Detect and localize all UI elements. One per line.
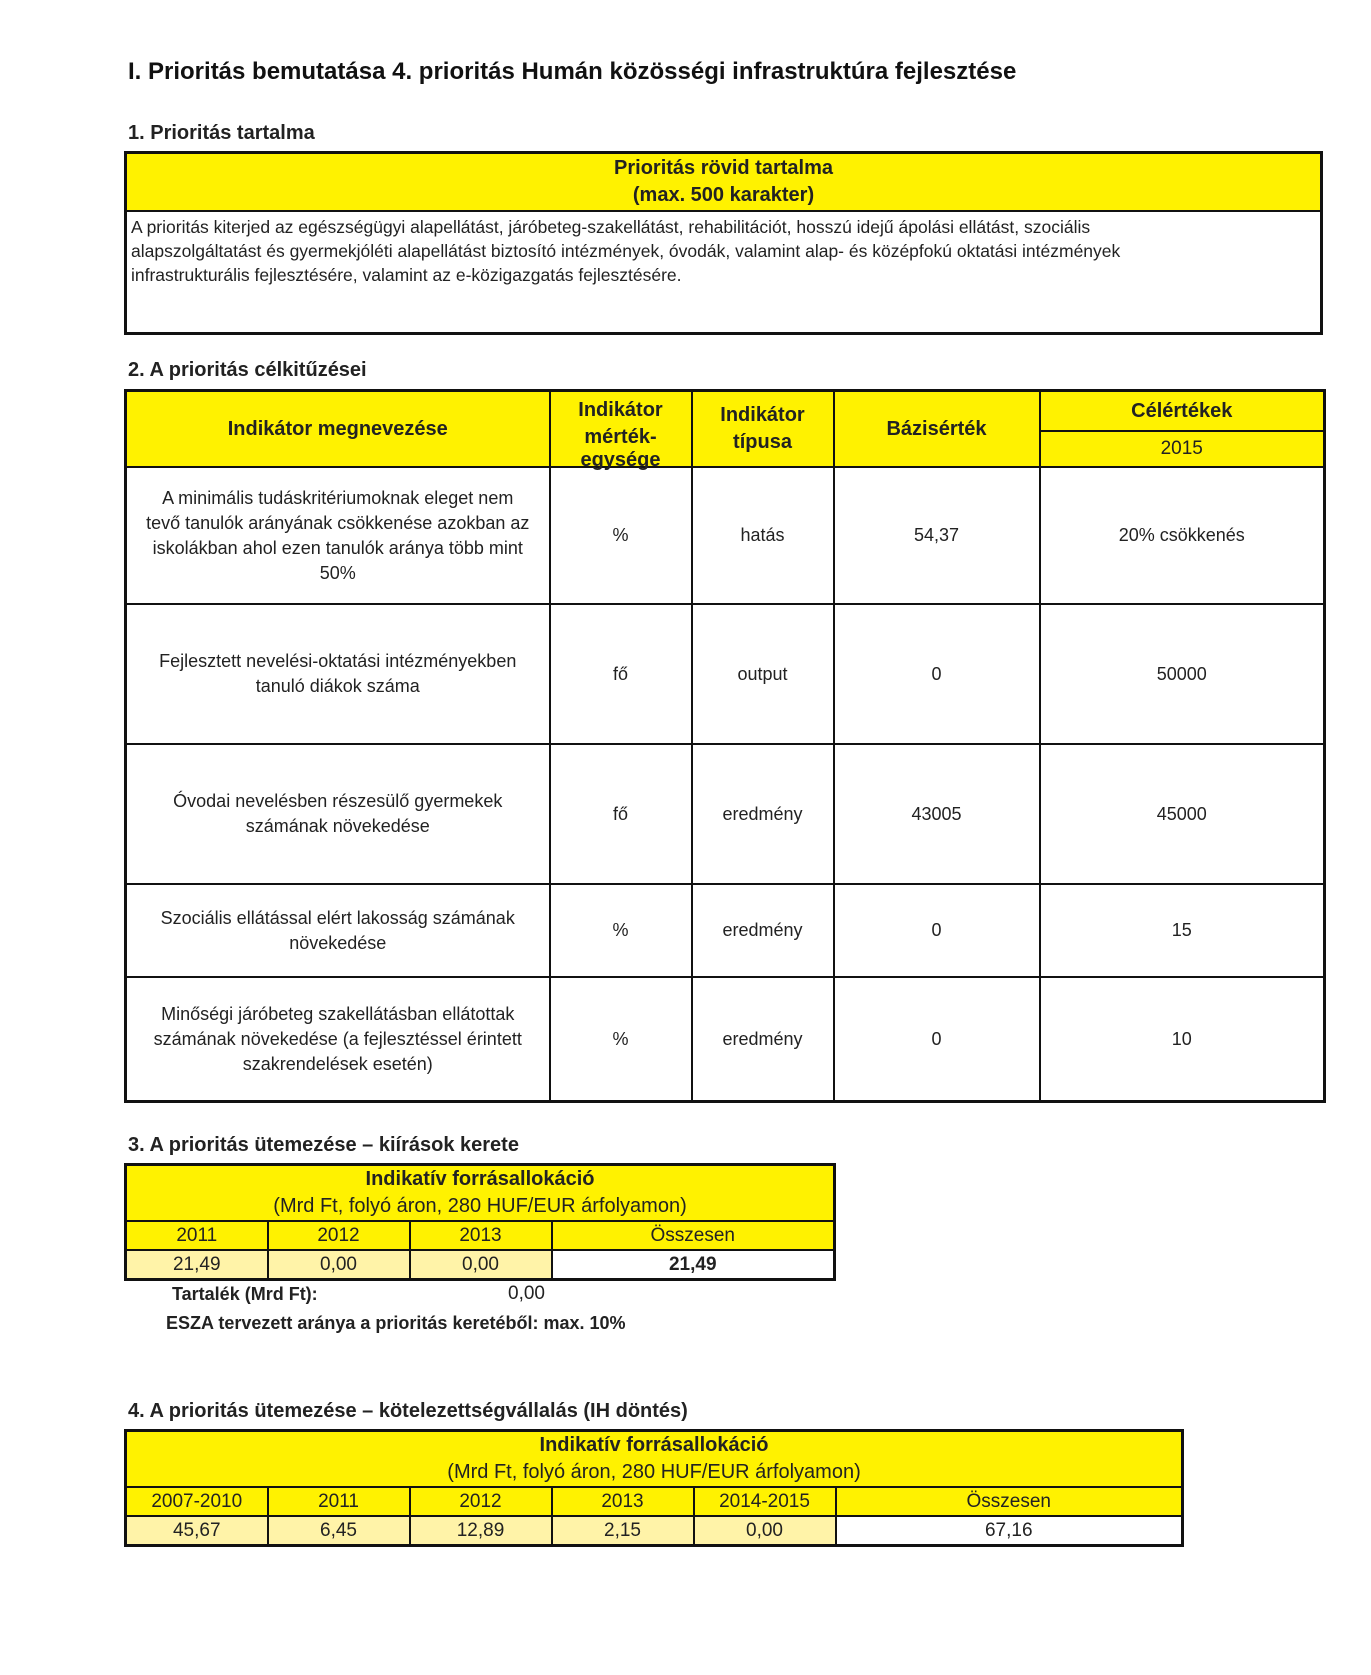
- indicator-unit: fő: [550, 744, 692, 884]
- year-header: 2012: [410, 1487, 552, 1516]
- year-header: 2007-2010: [126, 1487, 268, 1516]
- table-row: [126, 467, 1325, 604]
- table-row: [126, 884, 1325, 977]
- total-header: Összesen: [552, 1221, 835, 1250]
- year-value: 0,00: [694, 1516, 836, 1546]
- indicator-name-line: szakrendelések esetén): [242, 1053, 433, 1074]
- priority-content-subtitle: (max. 500 karakter): [632, 184, 815, 206]
- reserve-value: 0,00: [508, 1283, 545, 1304]
- total-header: Összesen: [836, 1487, 1183, 1516]
- indicator-table: [124, 389, 1326, 1103]
- indicator-base: 0: [834, 604, 1040, 744]
- year-value: 6,45: [268, 1516, 410, 1546]
- year-header: 2012: [268, 1221, 410, 1250]
- col-unit-line: Indikátor: [578, 399, 663, 421]
- col-indicator-type: [692, 391, 834, 468]
- indicator-unit: %: [550, 467, 692, 604]
- call-allocation-header: [126, 1165, 835, 1222]
- col-type-line: típusa: [733, 431, 792, 453]
- year-value: 45,67: [126, 1516, 268, 1546]
- indicator-base: 0: [834, 977, 1040, 1102]
- indicator-name-line: számának növekedése (a fejlesztéssel érintett: [153, 1028, 522, 1049]
- table-row: [126, 977, 1325, 1102]
- section4-heading: 4. A prioritás ütemezése – kötelezettségvállalás (IH döntés): [128, 1400, 688, 1422]
- priority-content-table: [124, 151, 1323, 335]
- indicator-name-line: Fejlesztett nevelési-oktatási intézményekben: [159, 651, 517, 671]
- indicator-name-line: A minimális tudáskritériumoknak eleget nem: [162, 487, 514, 508]
- indicator-name: [126, 467, 550, 604]
- indicator-type: eredmény: [692, 977, 834, 1102]
- indicator-name-line: Óvodai nevelésben részesülő gyermekek: [173, 791, 503, 811]
- indicator-target: 45000: [1040, 744, 1325, 884]
- indicator-name: [126, 604, 550, 744]
- year-header: 2011: [268, 1487, 410, 1516]
- commitment-allocation-title: Indikatív forrásallokáció: [539, 1434, 769, 1456]
- year-header: 2011: [126, 1221, 268, 1250]
- indicator-name-line: iskolákban ahol ezen tanulók aránya több mint: [152, 537, 523, 558]
- indicator-target: 15: [1040, 884, 1325, 977]
- col-base-value: Bázisérték: [834, 391, 1040, 468]
- indicator-unit: %: [550, 884, 692, 977]
- priority-content-text: [126, 211, 1322, 334]
- indicator-type: eredmény: [692, 884, 834, 977]
- indicator-type: output: [692, 604, 834, 744]
- commitment-allocation-subtitle: (Mrd Ft, folyó áron, 280 HUF/EUR árfolyamon): [447, 1461, 861, 1483]
- indicator-target: 20% csökkenés: [1040, 467, 1325, 604]
- col-indicator-unit: [550, 391, 692, 471]
- col-type-line: Indikátor: [720, 404, 805, 426]
- indicator-type: hatás: [692, 467, 834, 604]
- indicator-type: eredmény: [692, 744, 834, 884]
- indicator-name-line: 50%: [319, 562, 356, 583]
- year-value: 12,89: [410, 1516, 552, 1546]
- year-header: 2013: [552, 1487, 694, 1516]
- indicator-name: [126, 884, 550, 977]
- indicator-name-line: számának növekedése: [245, 816, 430, 836]
- year-value: 0,00: [268, 1250, 410, 1280]
- total-value: 67,16: [836, 1516, 1183, 1546]
- reserve-label: Tartalék (Mrd Ft):: [172, 1284, 318, 1304]
- page-title: I. Prioritás bemutatása 4. prioritás Humán közösségi infrastruktúra fejlesztése: [128, 58, 1017, 85]
- priority-content-header: [126, 153, 1322, 212]
- indicator-base: 54,37: [834, 467, 1040, 604]
- commitment-allocation-table: [124, 1429, 1184, 1547]
- indicator-base: 0: [834, 884, 1040, 977]
- indicator-name-line: tevő tanulók arányának csökkenése azokban az: [146, 512, 530, 533]
- indicator-target: 50000: [1040, 604, 1325, 744]
- indicator-name-line: tanuló diákok száma: [255, 676, 420, 696]
- indicator-name-line: Minőségi járóbeteg szakellátásban ellátottak: [161, 1003, 515, 1024]
- commitment-allocation-header: [126, 1431, 1183, 1488]
- year-value: 21,49: [126, 1250, 268, 1280]
- col-unit-line: mérték-: [584, 426, 657, 448]
- total-value: 21,49: [552, 1250, 835, 1280]
- col-indicator-name: Indikátor megnevezése: [126, 391, 550, 468]
- year-value: 0,00: [410, 1250, 552, 1280]
- priority-content-line: alapszolgáltatást és gyermekjóléti alapellátást biztosító intézmények, óvodák, valamint alap- és középfokú oktatási intézmények: [131, 241, 1121, 261]
- year-header: 2014-2015: [694, 1487, 836, 1516]
- call-allocation-table: [124, 1163, 836, 1281]
- col-target-values: Célértékek: [1040, 391, 1325, 432]
- indicator-target: 10: [1040, 977, 1325, 1102]
- call-allocation-title: Indikatív forrásallokáció: [365, 1168, 595, 1190]
- indicator-base: 43005: [834, 744, 1040, 884]
- esza-note: ESZA tervezett aránya a prioritás keretéből: max. 10%: [166, 1313, 626, 1333]
- table-row: [126, 604, 1325, 744]
- indicator-name-line: növekedése: [289, 932, 387, 953]
- section2-heading: 2. A prioritás célkitűzései: [128, 359, 367, 381]
- table-row: [126, 744, 1325, 884]
- indicator-name: [126, 744, 550, 884]
- year-header: 2013: [410, 1221, 552, 1250]
- section1-heading: 1. Prioritás tartalma: [128, 122, 315, 144]
- priority-content-line: A prioritás kiterjed az egészségügyi alapellátást, járóbeteg-szakellátást, rehabilitációt, hosszú idejű ápolási ellátást, szociális: [131, 217, 1091, 237]
- call-allocation-subtitle: (Mrd Ft, folyó áron, 280 HUF/EUR árfolyamon): [273, 1195, 687, 1217]
- col-target-year: 2015: [1040, 431, 1325, 467]
- priority-content-line: infrastrukturális fejlesztésére, valamint az e-közigazgatás fejlesztésére.: [131, 265, 682, 285]
- section3-heading: 3. A prioritás ütemezése – kiírások kerete: [128, 1134, 519, 1156]
- indicator-name: [126, 977, 550, 1102]
- indicator-name-line: Szociális ellátással elért lakosság számának: [160, 907, 515, 928]
- indicator-unit: %: [550, 977, 692, 1102]
- priority-content-title: Prioritás rövid tartalma: [614, 157, 833, 179]
- indicator-unit: fő: [550, 604, 692, 744]
- col-unit-line: egysége: [580, 449, 661, 471]
- year-value: 2,15: [552, 1516, 694, 1546]
